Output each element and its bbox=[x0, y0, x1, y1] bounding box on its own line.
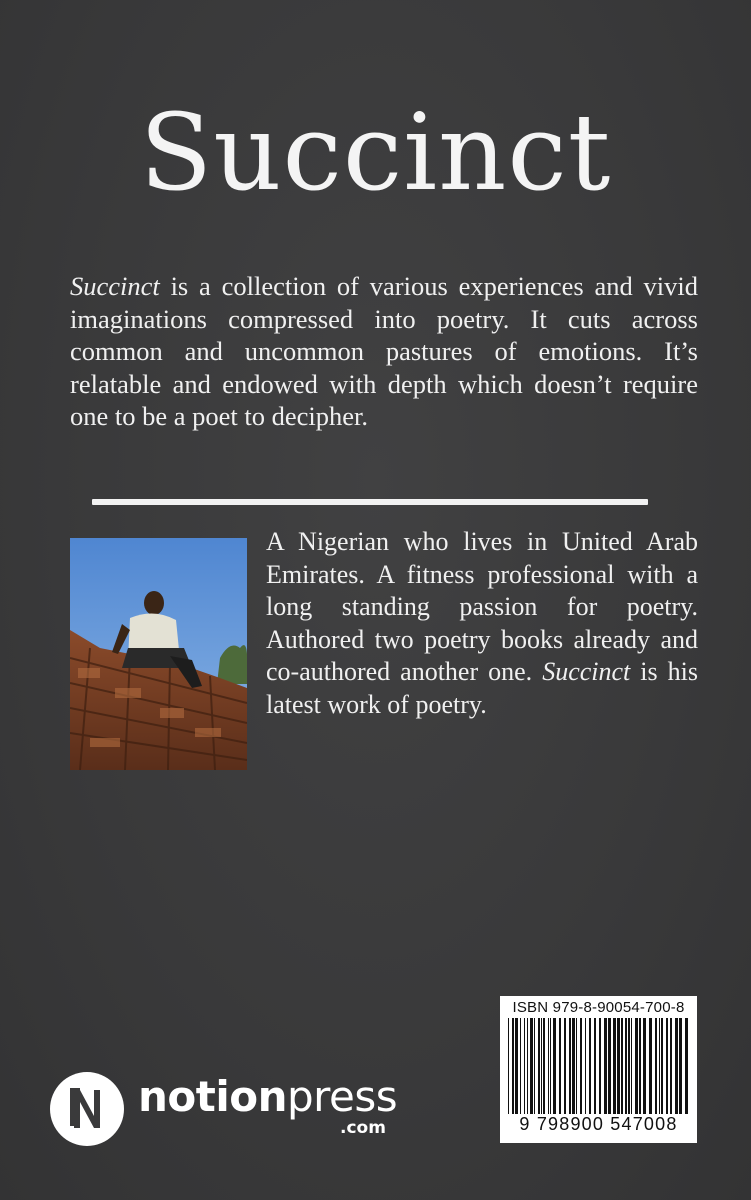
publisher-domain: .com bbox=[340, 1118, 386, 1138]
blurb-text: is a collection of various experiences and vivid imaginations compressed into poetry. It cuts across common and uncommon pastures of emotions. It’s relatable and endowed with depth which doesn’t require one to be a poet to decipher. bbox=[70, 271, 698, 431]
bio-text-before: A Nigerian who lives in United Arab Emirates. A fitness professional with a long standing passion for poetry. Authored two poetry books already and co-authored another one. bbox=[266, 527, 698, 686]
author-bio bbox=[266, 526, 698, 721]
barcode-digits: 9 798900 547008 bbox=[519, 1114, 678, 1134]
section-divider bbox=[92, 499, 648, 505]
bio-text-after: is his latest work of poetry. bbox=[266, 657, 698, 719]
author-photo bbox=[70, 538, 247, 770]
barcode-bars bbox=[506, 1018, 691, 1114]
publisher-name-light: press bbox=[286, 1072, 398, 1121]
bio-title-ref: Succinct bbox=[542, 657, 631, 686]
isbn-barcode bbox=[500, 996, 697, 1143]
blurb-title-ref: Succinct bbox=[70, 271, 160, 301]
publisher-name-bold: notion bbox=[138, 1072, 287, 1121]
publisher-name bbox=[138, 1072, 397, 1122]
notionpress-logo-icon bbox=[48, 1070, 126, 1148]
isbn-label: ISBN 979-8-90054-700-8 bbox=[512, 999, 685, 1016]
book-blurb bbox=[70, 270, 698, 433]
book-title: Succinct bbox=[139, 91, 612, 214]
